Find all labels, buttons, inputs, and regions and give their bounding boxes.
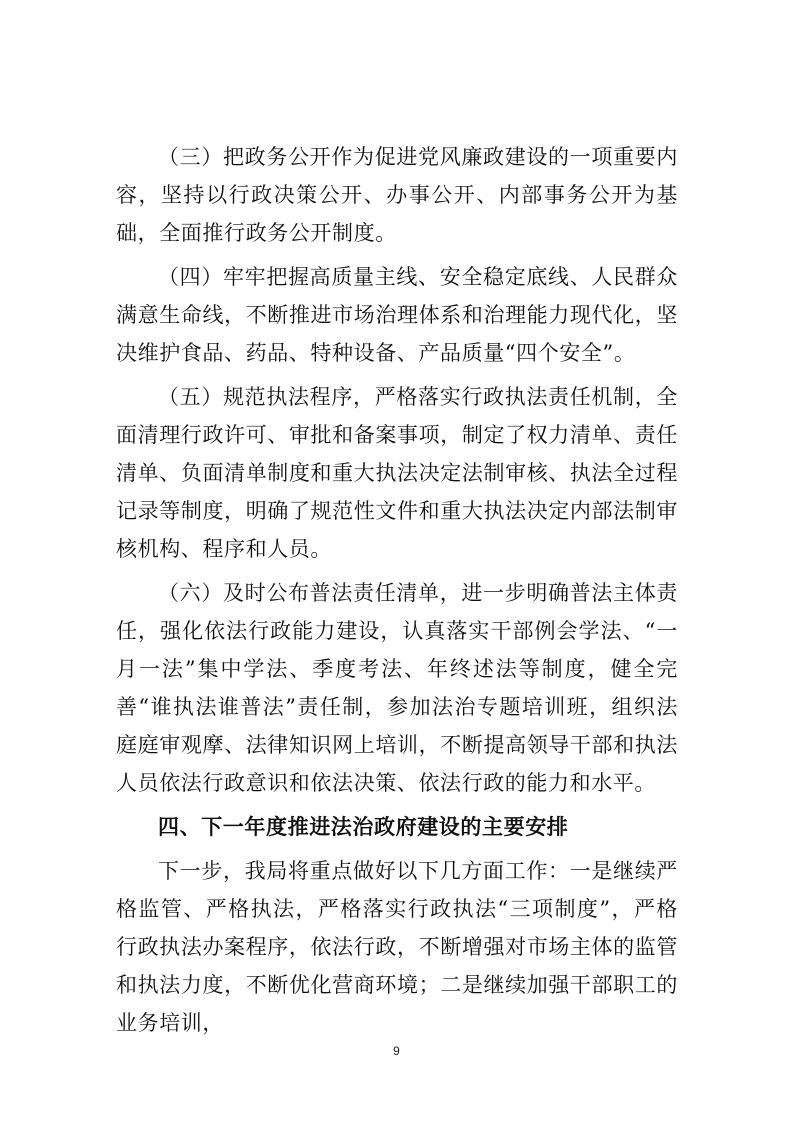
paragraph-item-5: （五）规范执法程序，严格落实行政执法责任机制，全面清理行政许可、审批和备案事项，制定了权力清单、责任清单、负面清单制度和重大执法决定法制审核、执法全过程记录等制度，明确了规范性文件和重大执法决定内部法制审核机构、程序和人员。: [116, 385, 678, 561]
section-heading: 四、下一年度推进法治政府建设的主要安排: [158, 815, 569, 839]
paragraph-item-3: （三）把政务公开作为促进党风廉政建设的一项重要内容，坚持以行政决策公开、办事公开、内部事务公开为基础，全面推行政务公开制度。: [116, 145, 678, 245]
page-number: 9: [393, 1044, 400, 1058]
document-body: [116, 138, 678, 1042]
paragraph-item-6: （六）及时公布普法责任清单，进一步明确普法主体责任，强化依法行政能力建设，认真落实干部例会学法、“一月一法”集中学法、季度考法、年终述法等制度，健全完善“谁执法谁普法”责任制，参加法治专题培训班，组织法庭庭审观摩、法律知识网上培训，不断提高领导干部和执法人员依法行政意识和依法决策、依法行政的能力和水平。: [116, 581, 678, 795]
paragraph-item-4: （四）牢牢把握高质量主线、安全稳定底线、人民群众满意生命线，不断推进市场治理体系和治理能力现代化，坚决维护食品、药品、特种设备、产品质量“四个安全”。: [116, 265, 678, 365]
closing-paragraph: 下一步，我局将重点做好以下几方面工作：一是继续严格监管、严格执法，严格落实行政执法“三项制度”，严格行政执法办案程序，依法行政，不断增强对市场主体的监管和执法力度，不断优化营商环境；二是继续加强干部职工的业务培训，: [116, 859, 678, 1035]
